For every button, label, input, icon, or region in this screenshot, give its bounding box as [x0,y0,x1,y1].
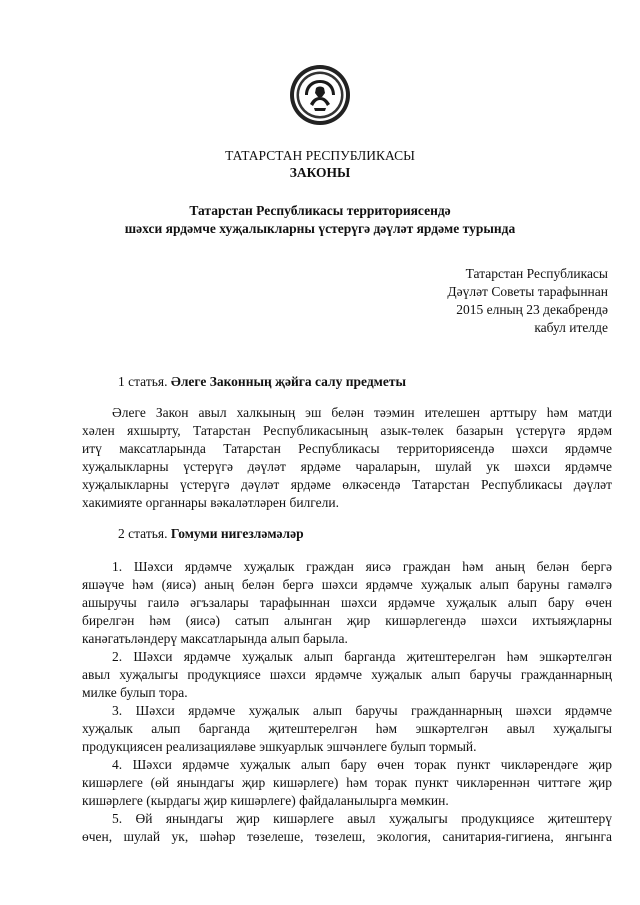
text-line: продукциясен реализацияләве эшкуарлык эшчәнлеге булып тормый. [82,739,477,754]
text-line: канәгатьләндерү максатларында алып барыла. [82,631,348,646]
text-line: хуҗалык алып барганда җитештерелгән һәм эшкәртелгән авыл хуҗалыгы [82,721,612,736]
article-title: Гомуми нигезләмәләр [170,526,304,541]
text-line: 2. Шәхси ярдәмче хуҗалык алып барганда җитештерелгән һәм эшкәртелгән [112,649,612,664]
text-line: 5. Өй янындагы җир кишәрлеге авыл хуҗалыгы продукциясе җитештерү [112,811,612,826]
coat-of-arms-icon [289,64,351,126]
article-2-item-1 [82,558,612,648]
article-number: 2 статья. [118,526,168,541]
text-line: 3. Шәхси ярдәмче хуҗалык алып баручы гражданнарның шәхси ярдәмче [112,703,612,718]
republic-heading: ТАТАРСТАН РЕСПУБЛИКАСЫ [225,148,415,163]
text-line: хәлен яхшырту, Татарстан Республикасының азык-төлек базарын үстерүгә ярдәм [82,423,612,438]
text-line: милке булып тора. [82,685,188,700]
adoption-line: Дәүләт Советы тарафыннан [447,284,608,299]
article-number: 1 статья. [118,374,168,389]
text-line: хакимияте органнары вәкаләтләрен билгели. [82,495,339,510]
text-line: яшәүче һәм (яисә) аның белән бергә шәхси ярдәмче хуҗалык алып баруны гамәлгә [82,577,612,592]
article-2-item-5 [82,810,612,846]
text-line: итү максатларында Татарстан Республикасы территориясендә шәхси ярдәмче [82,441,612,456]
text-line: Әлеге Закон авыл халкының эш белән тәэмин ителешен арттыру һәм матди [112,405,612,420]
adoption-line: Татарстан Республикасы [465,266,608,281]
text-line: 4. Шәхси ярдәмче хуҗалык алып бару өчен торак пункт чикләрендәге җир [112,757,612,772]
text-line: кишәрлеге (кырдагы җир кишәрлеге) файдаланылырга мөмкин. [82,793,449,808]
adoption-line: 2015 елның 23 декабрендә [456,302,608,317]
text-line: өчен, шулай ук, шәһәр төзелеше, төзелеш, экология, санитария-гигиена, янгынга [82,829,612,844]
text-line: кишәрлеге (өй янындагы җир кишәрлеге) һәм торак пункт чикләреннән читтәге җир [82,775,612,790]
text-line: 1. Шәхси ярдәмче хуҗалык граждан яисә граждан һәм аның белән бергә [112,559,612,574]
article-1-heading [118,373,406,391]
text-line: хуҗалыкларны үстерүгә дәүләт ярдәме өлкәсендә Татарстан Республикасы дәүләт [82,477,612,492]
law-title-line-2: шәхси ярдәмче хуҗалыкларны үстерүгә дәүләт ярдәме турында [124,221,516,236]
article-1-paragraph [82,404,612,512]
article-title: Әлеге Законның җәйга салу предметы [170,374,407,389]
text-line: бирелгән һәм (яисә) сатып алынган җир кишәрлегендә шәхси ихтыяҗларны [82,613,612,628]
article-2-heading [118,525,304,543]
text-line: авыл хуҗалыгы продукциясе шәхси ярдәмче хуҗалык алып баручы гражданнарның [82,667,612,682]
law-heading: ЗАКОНЫ [289,165,351,180]
article-2-item-3 [82,702,612,756]
adoption-block [447,265,608,337]
text-line: хуҗалыкларны үстерүгә дәүләт ярдәме чараларын, шулай ук шәхси ярдәмче [82,459,612,474]
article-2-item-2 [82,648,612,702]
article-2-item-4 [82,756,612,810]
law-title-line-1: Татарстан Республикасы территориясендә [189,203,451,218]
text-line: ашыручы гаилә әгъзалары тарафыннан шәхси ярдәмче хуҗалык алып бару өчен [82,595,612,610]
adoption-line: кабул ителде [534,320,608,335]
